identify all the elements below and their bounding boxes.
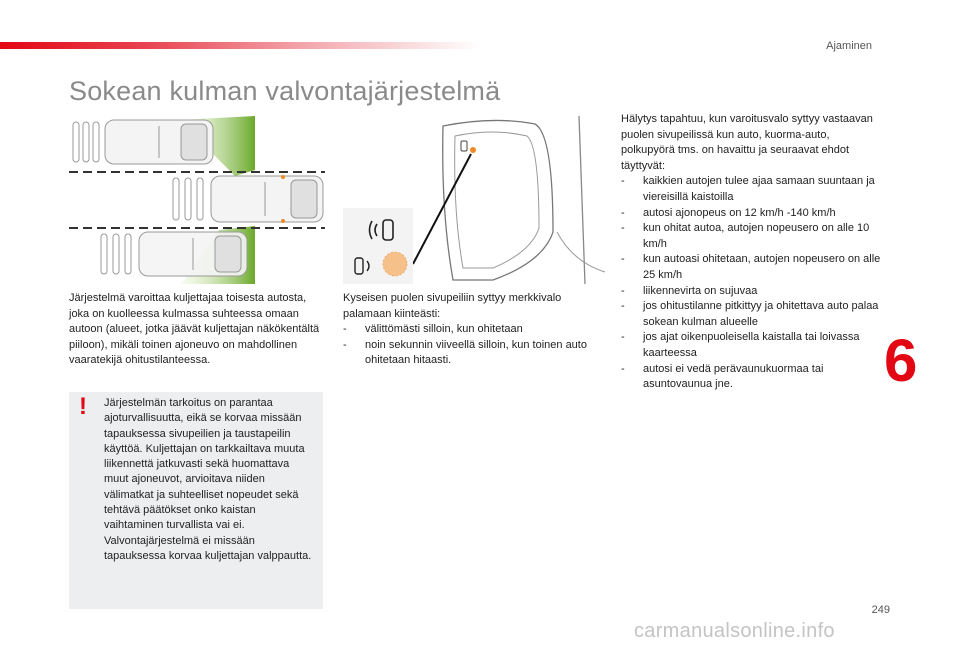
list-item: - autosi ei vedä perävaunukuormaa tai asuntovaunua jne. xyxy=(621,362,886,393)
warning-paragraph: Järjestelmän tarkoitus on parantaa ajoturvallisuutta, eikä se korvaa missään tapauksessa sivupeilien ja taustapeilin käyttöä. Kuljettajan on tarkkailtava muuta liikennettä jatkuvasti sekä huomattava muut ajoneuvot, arvioitava niiden välimatkat ja suhteelliset nopeudet sekä tehtävä päätökset onko kaistan vaihtaminen turvallista vai ei. xyxy=(104,397,305,532)
chapter-number: 6 xyxy=(884,327,918,394)
mirror-warning-lamp xyxy=(470,147,476,153)
list-item: - liikennevirta on sujuvaa xyxy=(621,284,886,300)
warning-box xyxy=(69,392,323,609)
van-bottom xyxy=(101,232,247,276)
warning-paragraph: Valvontajärjestelmä ei missään tapauksessa korvaa kuljettajan valppautta. xyxy=(104,534,312,562)
list-item: - jos ajat oikenpuoleisella kaistalla tai loivassa kaarteessa xyxy=(621,330,886,361)
watermark: carmanualsonline.info xyxy=(634,620,835,642)
lamp-intro: Kyseisen puolen sivupeiliin syttyy merkkivalo palamaan kiinteästi: xyxy=(343,292,562,320)
van-top xyxy=(73,120,213,164)
page-number: 249 xyxy=(871,604,890,616)
list-item: - autosi ajonopeus on 12 km/h -140 km/h xyxy=(621,206,886,222)
warning-exclamation-icon: ! xyxy=(79,393,87,420)
section-title: Ajaminen xyxy=(826,40,872,52)
lamp-conditions-list xyxy=(343,322,605,369)
mirror-glass xyxy=(455,132,539,268)
van-own xyxy=(173,175,323,223)
header-red-bar xyxy=(0,42,480,49)
list-item: - noin sekunnin viiveellä silloin, kun toinen auto ohitetaan hitaasti. xyxy=(343,338,605,369)
list-item: - kun autoasi ohitetaan, autojen nopeusero on alle 25 km/h xyxy=(621,252,886,283)
list-item: - kaikkien autojen tulee ajaa samaan suuntaan ja viereisillä kaistoilla xyxy=(621,174,886,205)
list-item: - jos ohitustilanne pitkittyy ja ohitettava auto palaa sokean kulman alueelle xyxy=(621,299,886,330)
alert-conditions-list xyxy=(621,174,886,392)
alert-conditions xyxy=(621,112,886,393)
intro-paragraph: Järjestelmä varoittaa kuljettajaa toisesta autosta, joka on kuolleessa kulmassa suhteessa omaan autoon (alueet, jotka jäävät kuljettajan näkökentältä piiloon), mikäli toinen ajoneuvo on mahdollinen vaaratekijä ohitustilanteessa. xyxy=(69,292,320,367)
side-mirror-illustration xyxy=(343,112,611,284)
warning-text xyxy=(104,396,316,564)
list-item: - kun ohitat autoa, autojen nopeusero on alle 10 km/h xyxy=(621,221,886,252)
lamp-description xyxy=(343,291,605,369)
alert-intro: Hälytys tapahtuu, kun varoitusvalo syttyy vastaavan puolen sivupeilissä kun auto, kuorma-auto, polkupyörä tms. on havaittu ja seuraavat ehdot täyttyvät: xyxy=(621,113,873,172)
page-title: Sokean kulman valvontajärjestelmä xyxy=(69,76,501,106)
list-item: - välittömästi silloin, kun ohitetaan xyxy=(343,322,605,338)
blind-spot-zones-illustration xyxy=(69,112,325,284)
